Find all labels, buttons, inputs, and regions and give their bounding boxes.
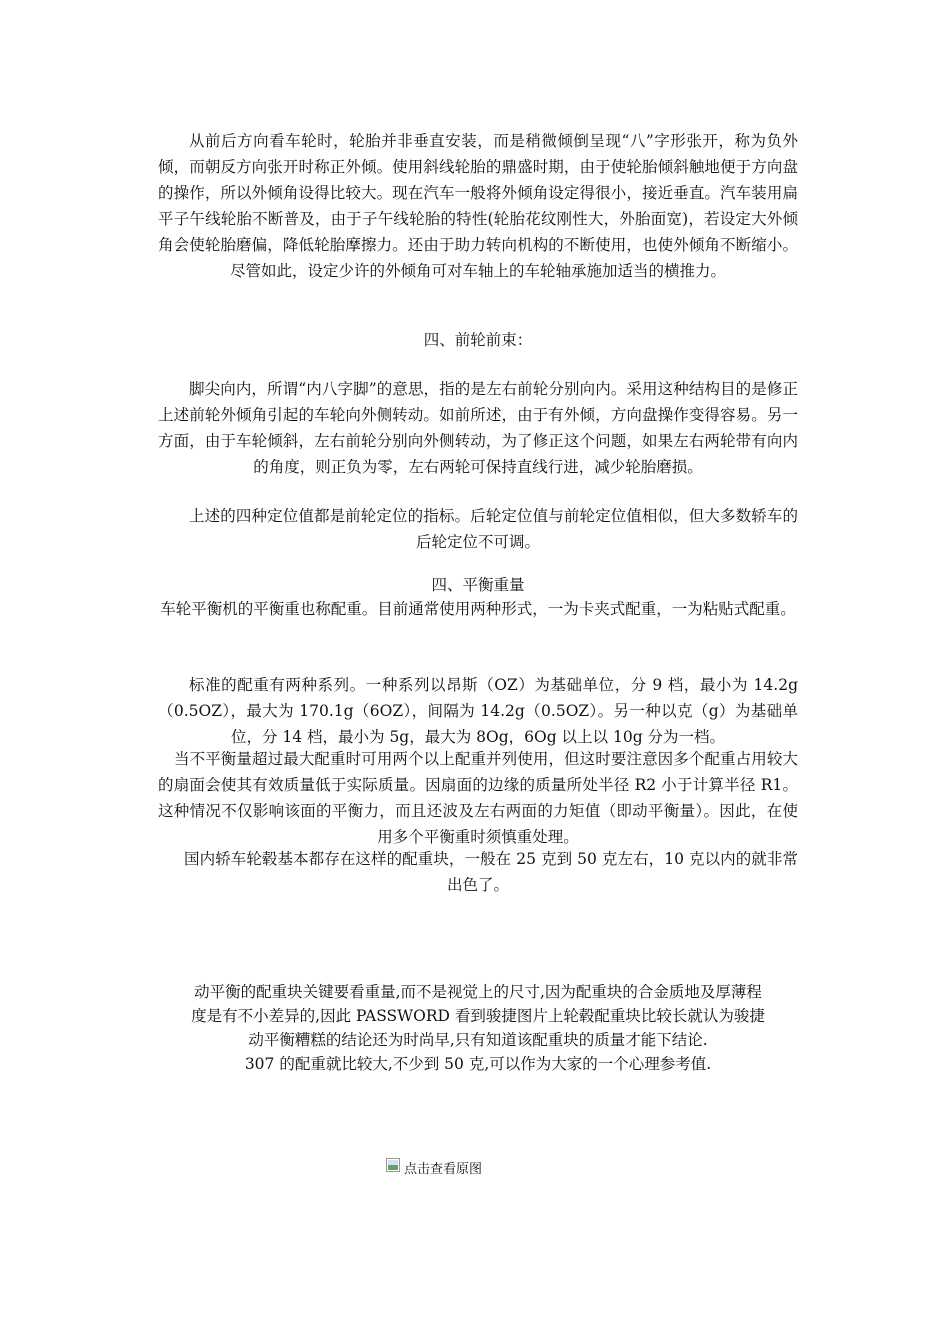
- toe-heading: 四、前轮前束：: [423, 331, 533, 349]
- balance-intro-paragraph: 车轮平衡机的平衡重也称配重。目前通常使用两种形式，一为卡夹式配重，一为粘贴式配重。: [160, 600, 796, 618]
- image-icon: [386, 1158, 400, 1172]
- view-original-label: 点击查看原图: [404, 1162, 483, 1177]
- comment-line: 动平衡糟糕的结论还为时尚早,只有知道该配重块的质量才能下结论.: [248, 1031, 708, 1049]
- comment-block: [158, 980, 798, 1076]
- camber-paragraph: 从前后方向看车轮时，轮胎并非垂直安装，而是稍微倾倒呈现“八”字形张开，称为负外倾，而朝反方向张开时称正外倾。使用斜线轮胎的鼎盛时期，由于使轮胎倾斜触地便于方向盘的操作，所以外倾角设得比较大。现在汽车一般将外倾角设定得很小，接近垂直。汽车装用扁平子午线轮胎不断普及，由于子午线轮胎的特性(轮胎花纹刚性大，外胎面宽)，若设定大外倾角会使轮胎磨偏，降低轮胎摩擦力。还由于助力转向机构的不断使用，也使外倾角不断缩小。尽管如此，设定少许的外倾角可对车轴上的车轮轴承施加适当的横推力。: [158, 132, 798, 280]
- view-original-image-link[interactable]: [386, 1158, 482, 1178]
- toe-paragraph: 脚尖向内，所谓“内八字脚”的意思，指的是左右前轮分别向内。采用这种结构目的是修正上述前轮外倾角引起的车轮向外侧转动。如前所述，由于有外倾，方向盘操作变得容易。另一方面，由于车轮倾斜，左右前轮分别向外侧转动，为了修正这个问题，如果左右两轮带有向内的角度，则正负为零，左右两轮可保持直线行进，减少轮胎磨损。: [158, 380, 798, 476]
- summary-paragraph: 上述的四种定位值都是前轮定位的指标。后轮定位值与前轮定位值相似，但大多数轿车的后轮定位不可调。: [189, 507, 798, 551]
- balance-heading: 四、平衡重量: [431, 576, 525, 594]
- comment-line: 307 的配重就比较大,不少到 50 克,可以作为大家的一个心理参考值.: [244, 1055, 712, 1073]
- standard-weights-paragraph: 标准的配重有两种系列。一种系列以昂斯（OZ）为基础单位，分 9 档，最小为 14.2g（0.5OZ），最大为 170.1g（6OZ），间隔为 14.2g（0.5OZ）。另一种以克（g）为基础单位，分 14 档，最小为 5g，最大为 8Og，6Og 以上以 10g 分为一档。: [158, 676, 798, 746]
- comment-line: 动平衡的配重块关键要看重量,而不是视觉上的尺寸,因为配重块的合金质地及厚薄程: [194, 983, 762, 1001]
- domestic-paragraph: 国内轿车轮毂基本都存在这样的配重块，一般在 25 克到 50 克左右，10 克以内的就非常出色了。: [184, 850, 798, 894]
- comment-line: 度是有不小差异的,因此 PASSWORD 看到骏捷图片上轮毂配重块比较长就认为骏捷: [191, 1007, 765, 1025]
- exceed-paragraph: 当不平衡量超过最大配重时可用两个以上配重并列使用，但这时要注意因多个配重占用较大的扇面会使其有效质量低于实际质量。因扇面的边缘的质量所处半径 R2 小于计算半径 R1。这种情况不仅影响该面的平衡力，而且还波及左右两面的力矩值（即动平衡量）。因此，在使用多个平衡重时须慎重处理。: [158, 750, 798, 846]
